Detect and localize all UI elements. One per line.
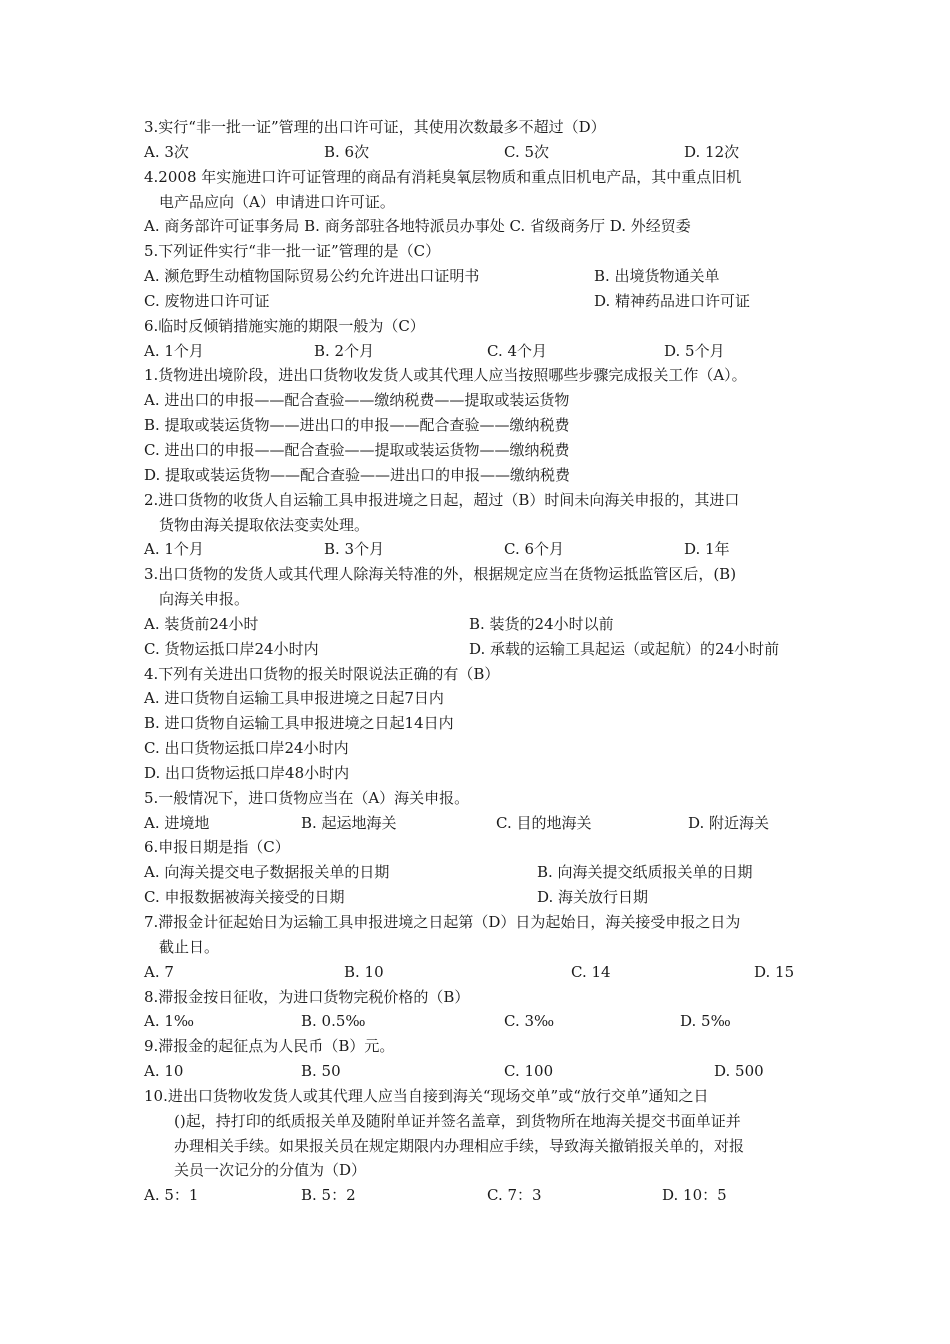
answer-option: D. 附近海关 — [688, 813, 770, 832]
answer-options-row — [144, 339, 814, 364]
answer-option: D. 精神药品进口许可证 — [594, 291, 751, 310]
answer-option: C. 目的地海关 — [496, 813, 592, 832]
answer-option: C. 申报数据被海关接受的日期 — [144, 888, 345, 907]
answer-option: D. 承载的运输工具起运（或起航）的24小时前 — [469, 639, 780, 658]
answer-option: B. 起运地海关 — [301, 813, 397, 832]
answer-option: C. 废物进口许可证 — [144, 291, 270, 310]
answer-option: A. 进境地 — [144, 813, 210, 832]
question-text-line: 5.一般情况下，进口货物应当在（A）海关申报。 — [144, 788, 470, 807]
answer-options-row — [144, 885, 814, 910]
question-document — [144, 115, 814, 1208]
question-text-line: 2.进口货物的收货人自运输工具申报进境之日起，超过（B）时间未向海关申报的，其进口 — [144, 490, 740, 509]
question-text-line: B. 提取或装运货物——进出口的申报——配合查验——缴纳税费 — [144, 416, 570, 435]
answer-options-row — [144, 1059, 814, 1084]
question-text-line: 1.货物进出境阶段，进出口货物收发货人或其代理人应当按照哪些步骤完成报关工作（A）。 — [144, 366, 747, 385]
question-text-line: 4.2008 年实施进口许可证管理的商品有消耗臭氧层物质和重点旧机电产品，其中重点旧机 — [144, 167, 742, 186]
question-text-continuation: ()起，持打印的纸质报关单及随附单证并签名盖章，到货物所在地海关提交书面单证并 — [174, 1111, 741, 1130]
answer-option: B. 50 — [301, 1062, 341, 1081]
answer-option: C. 6个月 — [504, 540, 565, 559]
answer-options-row — [144, 537, 814, 562]
answer-option: B. 6次 — [324, 142, 370, 161]
question-text-line: C. 出口货物运抵口岸24小时内 — [144, 739, 349, 758]
question-text-continuation: 截止日。 — [159, 937, 220, 956]
answer-option: A. 1‰ — [144, 1012, 195, 1031]
question-text-line: B. 进口货物自运输工具申报进境之日起14日内 — [144, 714, 454, 733]
answer-option: D. 15 — [754, 962, 795, 981]
question-text-continuation: 电产品应向（A）申请进口许可证。 — [159, 192, 395, 211]
question-text-continuation: 向海关申报。 — [159, 590, 250, 609]
answer-option: D. 500 — [714, 1062, 764, 1081]
question-text-line: 9.滞报金的起征点为人民币（B）元。 — [144, 1037, 395, 1056]
answer-option: A. 5：1 — [144, 1186, 199, 1205]
answer-option: C. 4个月 — [487, 341, 548, 360]
answer-option: A. 向海关提交电子数据报关单的日期 — [144, 863, 390, 882]
question-text-line: 3.实行“非一批一证”管理的出口许可证，其使用次数最多不超过（D） — [144, 118, 606, 136]
question-text-line: 5.下列证件实行“非一批一证”管理的是（C） — [144, 242, 441, 261]
answer-option: C. 7：3 — [487, 1186, 542, 1205]
answer-option: A. 装货前24小时 — [144, 614, 259, 633]
answer-options-row — [144, 140, 814, 165]
question-text-line: A. 进口货物自运输工具申报进境之日起7日内 — [144, 689, 444, 708]
answer-option: B. 装货的24小时以前 — [469, 614, 614, 633]
question-text-line: A. 进出口的申报——配合查验——缴纳税费——提取或装运货物 — [144, 391, 570, 410]
answer-options-row — [144, 960, 814, 985]
answer-option: C. 100 — [504, 1062, 554, 1081]
question-text-line: D. 出口货物运抵口岸48小时内 — [144, 763, 350, 782]
answer-options-row — [144, 612, 814, 637]
answer-option: B. 2个月 — [314, 341, 375, 360]
question-text-line: 8.滞报金按日征收，为进口货物完税价格的（B） — [144, 987, 470, 1006]
answer-option: D. 5‰ — [680, 1012, 731, 1031]
answer-options-row — [144, 1009, 814, 1034]
answer-options-row — [144, 264, 814, 289]
answer-option: B. 10 — [344, 962, 384, 981]
answer-option: A. 濒危野生动植物国际贸易公约允许进出口证明书 — [144, 267, 480, 286]
answer-options-row — [144, 860, 814, 885]
question-text-line: 7.滞报金计征起始日为运输工具申报进境之日起第（D）日为起始日，海关接受申报之日为 — [144, 913, 741, 931]
question-text-line: D. 提取或装运货物——配合查验——进出口的申报——缴纳税费 — [144, 465, 571, 484]
question-text-line: 6.临时反倾销措施实施的期限一般为（C） — [144, 316, 425, 335]
answer-option: B. 出境货物通关单 — [594, 267, 720, 286]
answer-option: C. 3‰ — [504, 1012, 555, 1031]
question-text-continuation: 办理相关手续。如果报关员在规定期限内办理相应手续，导致海关撤销报关单的，对报 — [174, 1136, 745, 1155]
answer-option: D. 10：5 — [662, 1186, 727, 1205]
question-text-continuation: 货物由海关提取依法变卖处理。 — [159, 515, 370, 534]
question-text-line: 6.申报日期是指（C） — [144, 838, 290, 857]
question-text-line: 3.出口货物的发货人或其代理人除海关特准的外，根据规定应当在货物运抵监管区后，(B) — [144, 565, 737, 584]
answer-options-row — [144, 289, 814, 314]
question-text-line: 10.进出口货物收发货人或其代理人应当自接到海关“现场交单”或“放行交单”通知之日 — [144, 1086, 709, 1105]
answer-option: C. 货物运抵口岸24小时内 — [144, 639, 319, 658]
answer-option: D. 5个月 — [664, 341, 725, 360]
answer-options-row — [144, 811, 814, 836]
answer-options-row — [144, 637, 814, 662]
question-text-line: C. 进出口的申报——配合查验——提取或装运货物——缴纳税费 — [144, 440, 570, 459]
question-text-line: 4.下列有关进出口货物的报关时限说法正确的有（B） — [144, 664, 500, 683]
answer-option: A. 10 — [144, 1062, 184, 1081]
answer-option: D. 海关放行日期 — [537, 888, 649, 907]
answer-option: B. 向海关提交纸质报关单的日期 — [537, 863, 753, 882]
answer-option: A. 1个月 — [144, 341, 204, 360]
answer-option: D. 1年 — [684, 540, 730, 559]
question-text-continuation: 关员一次记分的分值为（D） — [174, 1161, 367, 1180]
answer-option: C. 14 — [571, 962, 611, 981]
answer-option: C. 5次 — [504, 142, 550, 161]
answer-option: A. 7 — [144, 962, 174, 981]
answer-option: D. 12次 — [684, 142, 740, 161]
answer-option: A. 3次 — [144, 142, 189, 161]
answer-option: B. 3个月 — [324, 540, 385, 559]
answer-option: B. 5：2 — [301, 1186, 356, 1205]
answer-option: A. 1个月 — [144, 540, 204, 559]
answer-option: B. 0.5‰ — [301, 1012, 366, 1031]
answer-options-row — [144, 1183, 814, 1208]
question-text-line: A. 商务部许可证事务局 B. 商务部驻各地特派员办事处 C. 省级商务厅 D. 外经贸委 — [144, 217, 691, 236]
